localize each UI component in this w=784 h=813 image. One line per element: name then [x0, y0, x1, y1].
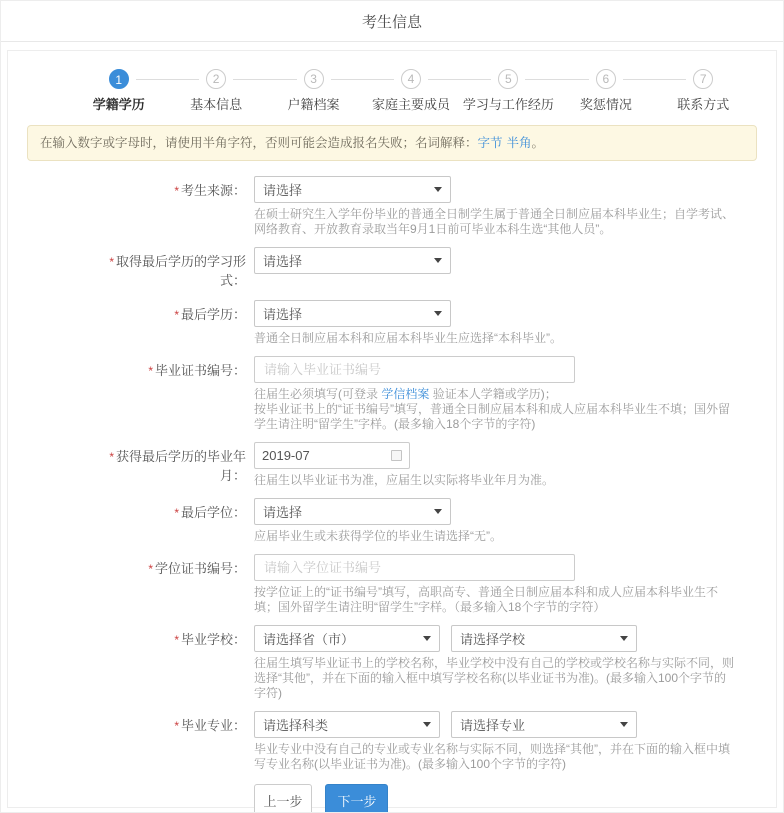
step-5-indicator: 5 [498, 69, 518, 89]
prev-step-button[interactable]: 上一步 [254, 784, 312, 813]
caret-down-icon [620, 722, 628, 727]
major-name-select[interactable] [451, 711, 637, 738]
halfwidth-term-link[interactable]: 半角 [506, 136, 532, 150]
notice-suffix: 。 [531, 136, 545, 150]
required-mark: * [174, 308, 179, 323]
field-diploma-number [8, 356, 776, 432]
field-graduation-school [8, 625, 776, 701]
field-hint: 应届毕业生或未获得学位的毕业生请选择“无”。 [254, 529, 502, 544]
required-mark: * [109, 255, 114, 270]
step-indicator [8, 51, 776, 113]
select-value: 请选择 [263, 183, 303, 199]
select-value: 请选择 [263, 254, 303, 270]
required-mark: * [174, 719, 179, 734]
step-3-label: 户籍档案 [287, 97, 340, 112]
field-label: * 最后学历： [174, 307, 246, 323]
step-item-4[interactable] [362, 69, 459, 113]
select-value: 请选择省（市） [263, 632, 355, 648]
caret-down-icon [434, 509, 442, 514]
field-label: * 获得最后学历的毕业年月： [109, 449, 246, 483]
field-hint: 普通全日制应届本科和应届本科毕业生应选择“本科毕业”。 [254, 331, 562, 346]
required-mark: * [174, 184, 179, 199]
candidate-source-select[interactable] [254, 176, 451, 203]
required-mark: * [109, 450, 114, 465]
field-last-education [8, 300, 776, 346]
notice-bar [27, 125, 757, 161]
select-value: 请选择 [263, 307, 303, 323]
school-province-select[interactable] [254, 625, 440, 652]
step-6-label: 奖惩情况 [579, 97, 632, 112]
step-4-indicator: 4 [401, 69, 421, 89]
step-item-2[interactable] [167, 69, 264, 113]
field-degree-certificate-number [8, 554, 776, 615]
step-item-7[interactable] [655, 69, 752, 113]
caret-down-icon [423, 722, 431, 727]
field-hint: 往届生必须填写(可登录 学信档案 验证本人学籍或学历)； 按毕业证书上的“证书编号”填写，普通全日制应届本科和成人应届本科毕业生不填；国外留学生请注明“留学生”字样。(最多输入18个字节的字符) [254, 387, 735, 432]
step-item-3[interactable] [265, 69, 362, 113]
step-1-indicator: 1 [109, 69, 129, 89]
step-5-label: 学习与工作经历 [462, 97, 554, 112]
step-3-indicator: 3 [304, 69, 324, 89]
candidate-info-form [8, 176, 776, 813]
last-degree-select[interactable] [254, 498, 451, 525]
step-6-indicator: 6 [596, 69, 616, 89]
step-7-label: 联系方式 [677, 97, 730, 112]
calendar-icon[interactable] [391, 450, 402, 461]
notice-text: 在输入数字或字母时，请使用半角字符，否则可能会造成报名失败；名词解释： [40, 136, 478, 150]
graduation-date-input[interactable] [254, 442, 410, 469]
field-hint-line2: 按毕业证书上的“证书编号”填写，普通全日制应届本科和成人应届本科毕业生不填；国外留学生请注明“留学生”字样。(最多输入18个字节的字符) [254, 402, 730, 432]
caret-down-icon [620, 636, 628, 641]
caret-down-icon [423, 636, 431, 641]
field-last-degree [8, 498, 776, 544]
page-title: 考生信息 [361, 13, 422, 31]
select-value: 请选择科类 [263, 718, 329, 734]
title-bar [1, 1, 783, 42]
field-study-form [8, 247, 776, 290]
field-label: * 考生来源： [174, 183, 246, 199]
field-hint: 在硕士研究生入学年份毕业的普通全日制学生属于普通全日制应届本科毕业生；自学考试、网络教育、开放教育录取当年9月1日前可毕业本科生选“其他人员”。 [254, 207, 735, 237]
select-value: 请选择专业 [460, 718, 526, 734]
xuexin-archive-link[interactable]: 学信档案 [381, 387, 430, 402]
step-item-1[interactable] [70, 69, 167, 113]
select-value: 请选择 [263, 505, 303, 521]
required-mark: * [174, 506, 179, 521]
school-name-select[interactable] [451, 625, 637, 652]
field-label: * 学位证书编号： [148, 561, 246, 577]
diploma-number-input[interactable] [254, 356, 575, 383]
last-education-select[interactable] [254, 300, 451, 327]
study-form-select[interactable] [254, 247, 451, 274]
field-label: * 毕业专业： [174, 718, 246, 734]
field-label: * 毕业证书编号： [148, 363, 246, 379]
step-2-indicator: 2 [206, 69, 226, 89]
field-candidate-source [8, 176, 776, 237]
step-item-6[interactable] [557, 69, 654, 113]
caret-down-icon [434, 187, 442, 192]
field-hint: 往届生填写毕业证书上的学校名称，毕业学校中没有自己的学校或学校名称与实际不同，则选择“其他”，并在下面的输入框中填写学校名称(以毕业证书为准)。(最多输入100个字节的字符) [254, 656, 735, 701]
content-card [7, 50, 777, 808]
step-item-5[interactable] [460, 69, 557, 113]
select-value: 请选择学校 [460, 632, 526, 648]
required-mark: * [148, 562, 153, 577]
next-step-button[interactable]: 下一步 [325, 784, 388, 813]
required-mark: * [174, 633, 179, 648]
field-label: * 最后学位： [174, 505, 246, 521]
required-mark: * [148, 364, 153, 379]
field-hint: 按学位证上的“证书编号”填写，高职高专、普通全日制应届本科和成人应届本科毕业生不填；国外留学生请注明“留学生”字样。（最多输入18个字节的字符） [254, 585, 718, 615]
step-7-indicator: 7 [693, 69, 713, 89]
field-hint: 毕业专业中没有自己的专业或专业名称与实际不同，则选择“其他”，并在下面的输入框中填写专业名称(以毕业证书为准)。(最多输入100个字节的字符) [254, 742, 730, 772]
field-label: * 取得最后学历的学习形式： [109, 254, 246, 288]
step-1-label: 学籍学历 [92, 97, 145, 112]
field-graduation-date [8, 442, 776, 488]
degree-certificate-number-input[interactable] [254, 554, 575, 581]
step-4-label: 家庭主要成员 [371, 97, 450, 112]
major-category-select[interactable] [254, 711, 440, 738]
caret-down-icon [434, 258, 442, 263]
field-hint: 往届生以毕业证书为准，应届生以实际将毕业年月为准。 [254, 473, 555, 488]
caret-down-icon [434, 311, 442, 316]
field-graduation-major [8, 711, 776, 772]
field-label: * 毕业学校： [174, 632, 246, 648]
date-value: 2019-07 [262, 448, 310, 464]
byte-term-link[interactable]: 字节 [477, 136, 503, 150]
step-2-label: 基本信息 [190, 97, 243, 112]
form-actions [8, 782, 776, 813]
